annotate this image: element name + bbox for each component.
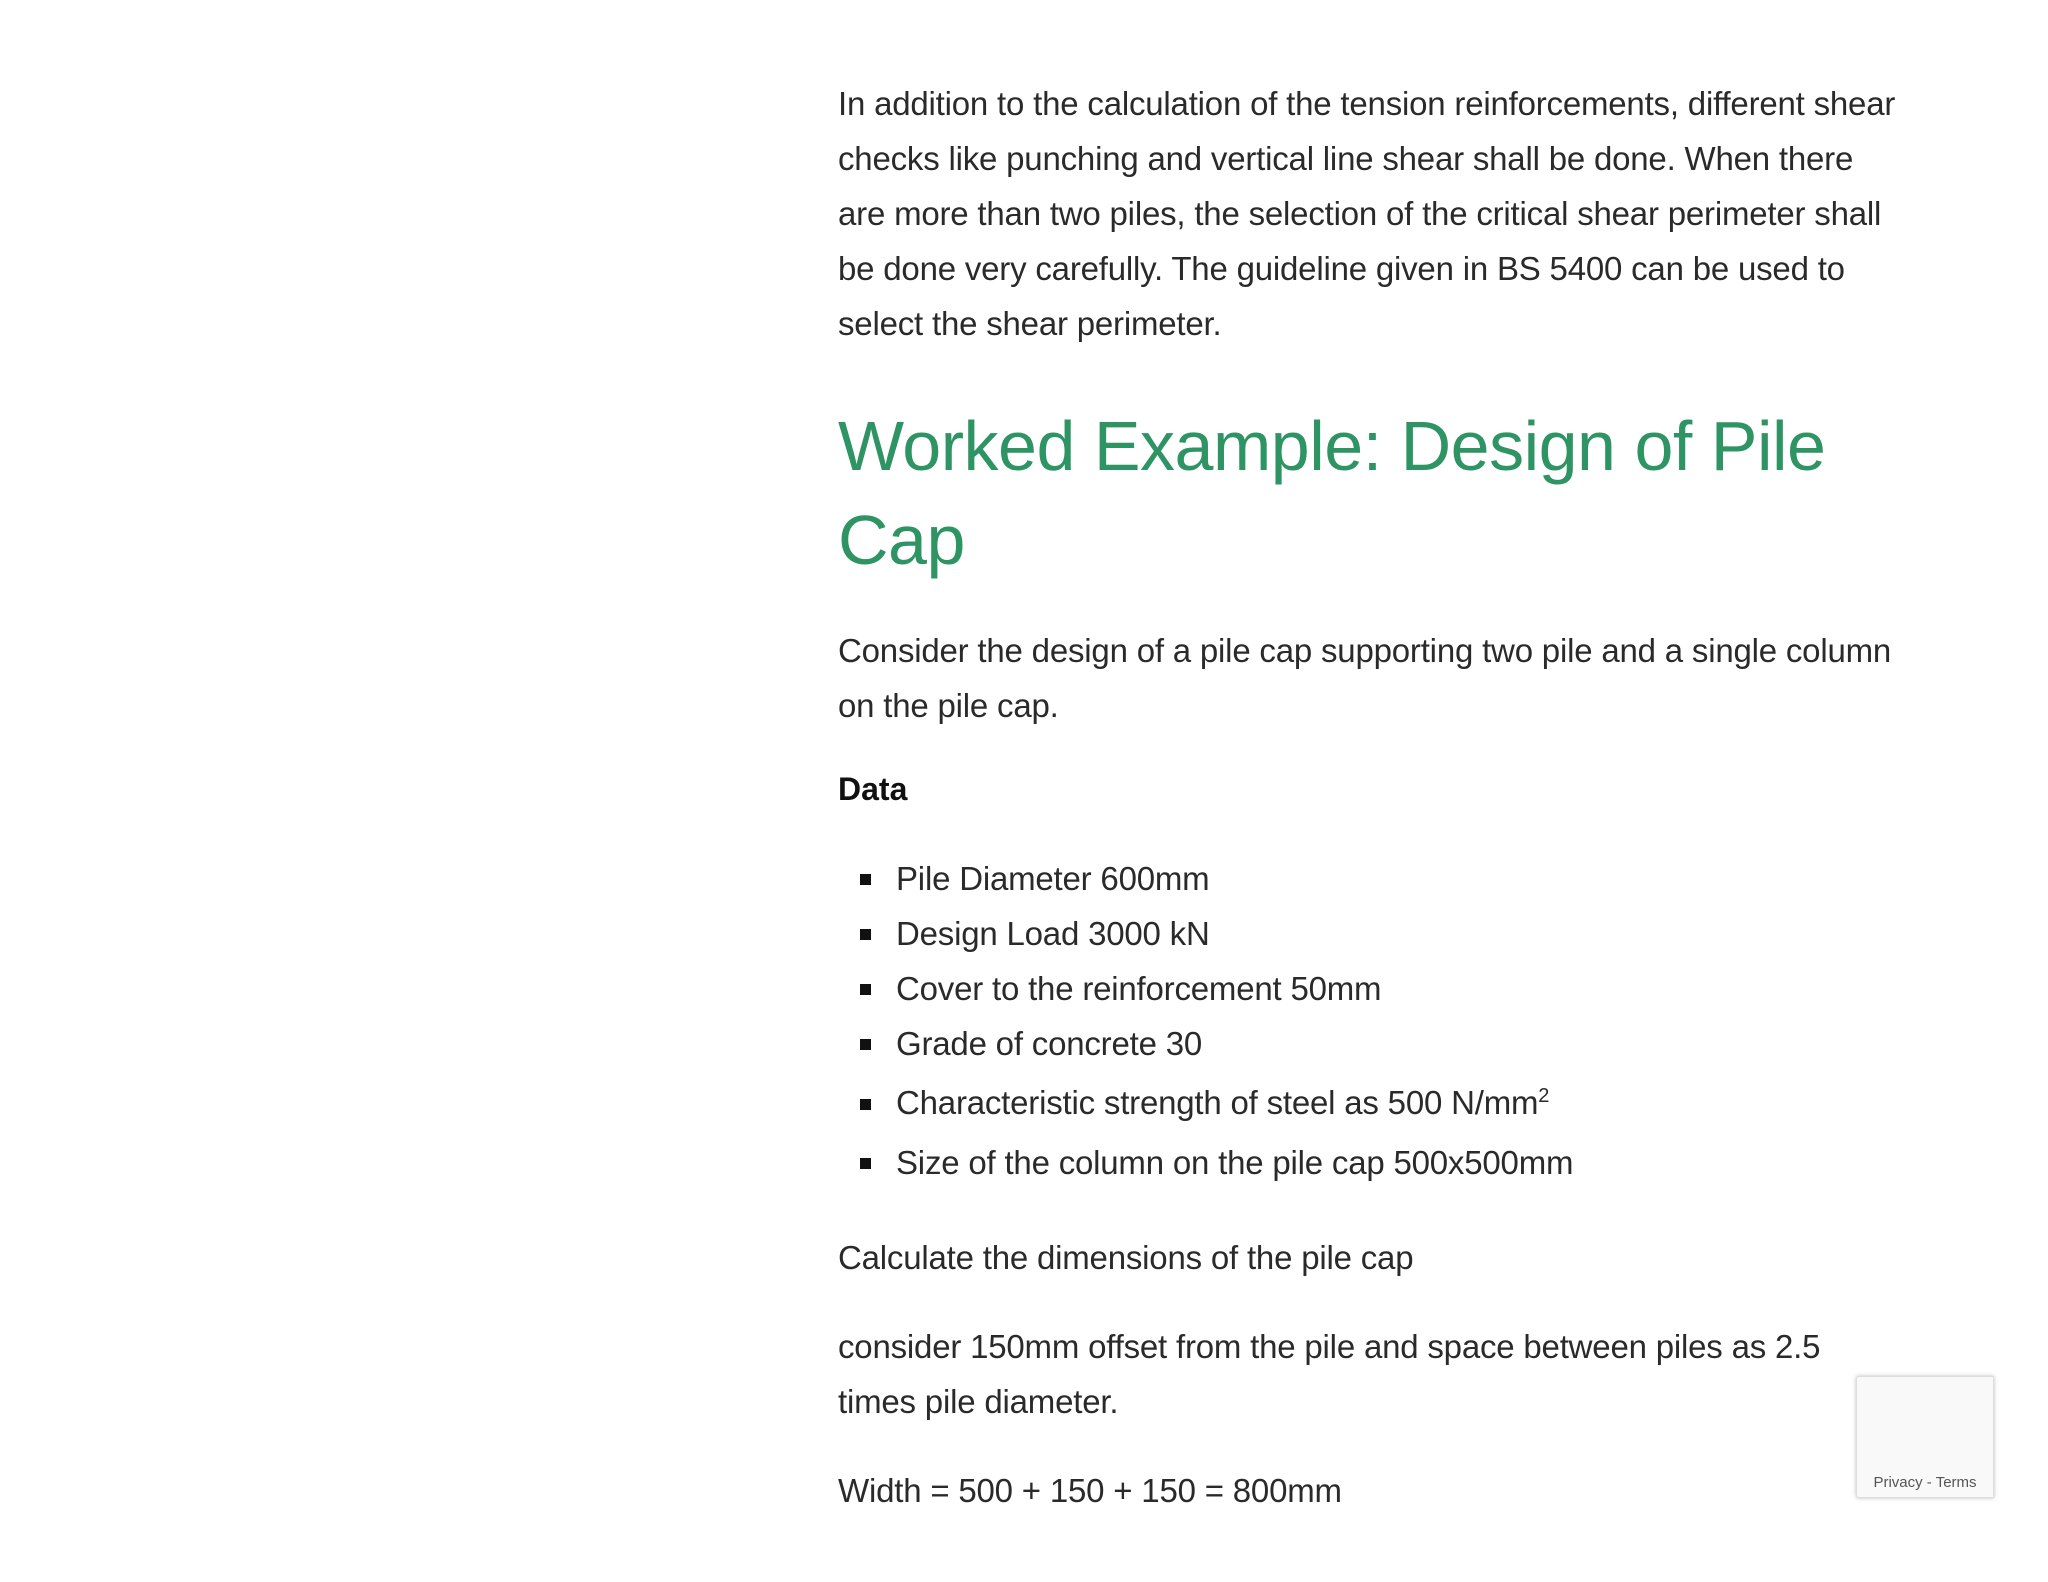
list-item-design-load [838,906,1898,961]
recaptcha-links [1857,1474,1993,1491]
list-item-text: Size of the column on the pile cap 500x500mm [896,1144,1574,1181]
square-bullet-icon [860,874,871,885]
data-heading: Data [838,771,908,807]
list-item-steel-strength [838,1071,1898,1135]
privacy-link[interactable]: Privacy [1873,1474,1923,1491]
worked-example-heading: Worked Example: Design of Pile Cap [838,407,1826,579]
list-item-column-size [838,1135,1898,1190]
square-bullet-icon [860,1158,871,1169]
square-bullet-icon [860,1039,871,1050]
list-item-text: Characteristic strength of steel as 500 N/mm [896,1084,1539,1121]
list-item-text: Cover to the reinforcement 50mm [896,970,1382,1007]
consider-paragraph: Consider the design of a pile cap supporting two pile and a single column on the pile cap. [838,632,1892,724]
article-content [838,76,1898,1552]
link-separator: - [1922,1474,1936,1491]
list-item-text: Grade of concrete 30 [896,1025,1203,1062]
intro-paragraph: In addition to the calculation of the tension reinforcements, different shear checks like punching and vertical line shear shall be done. When there are more than two piles, the selection of the critical shear perimeter shall be done very carefully. The guideline given in BS 5400 can be used to select the shear perimeter. [838,85,1896,342]
unit-superscript: 2 [1538,1085,1550,1107]
list-item-text: Design Load 3000 kN [896,915,1210,952]
square-bullet-icon [860,1099,871,1110]
recaptcha-badge[interactable] [1856,1376,1994,1498]
list-item-pile-diameter [838,851,1898,906]
list-item-cover [838,961,1898,1016]
terms-link[interactable]: Terms [1935,1474,1977,1491]
list-item-concrete-grade [838,1016,1898,1071]
offset-paragraph: consider 150mm offset from the pile and space between piles as 2.5 times pile diameter. [838,1328,1821,1420]
square-bullet-icon [860,929,871,940]
calculate-paragraph: Calculate the dimensions of the pile cap [838,1239,1414,1276]
data-list [838,851,1898,1190]
list-item-text: Pile Diameter 600mm [896,860,1210,897]
square-bullet-icon [860,984,871,995]
width-paragraph: Width = 500 + 150 + 150 = 800mm [838,1472,1342,1509]
